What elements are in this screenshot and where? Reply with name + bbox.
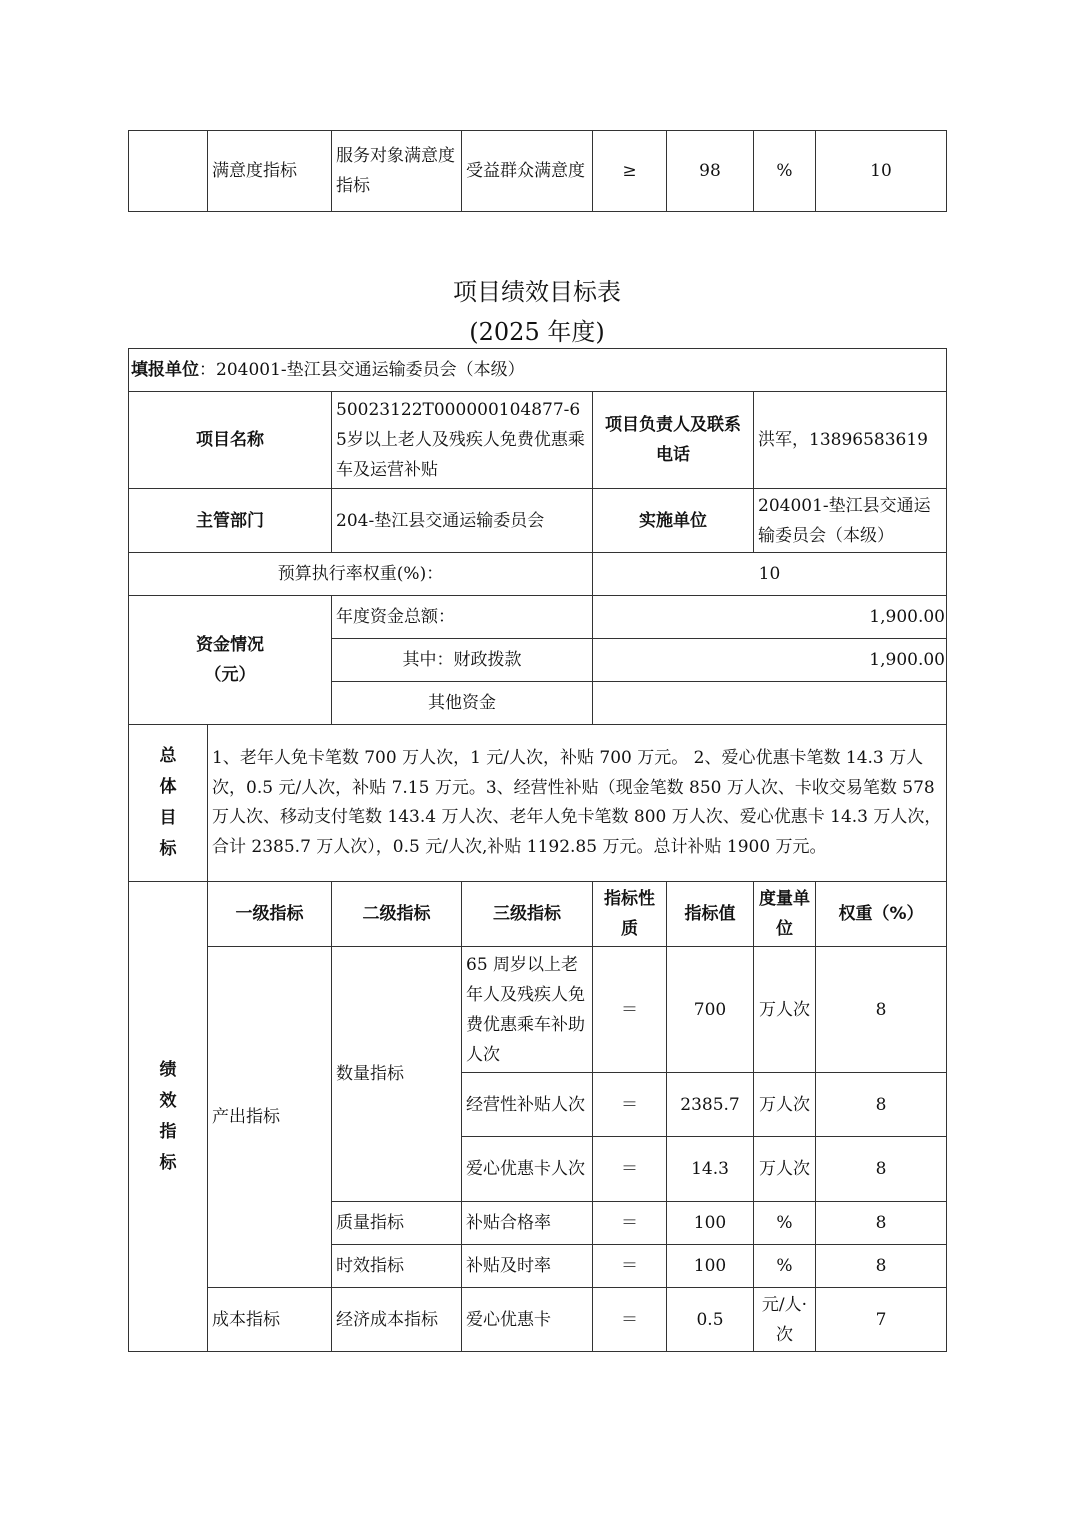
perf-label-char: 指 xyxy=(159,1121,177,1142)
value-cell: 100 xyxy=(667,1245,754,1288)
perf-label-char: 效 xyxy=(159,1090,177,1111)
perf-label-char: 绩 xyxy=(159,1059,177,1080)
header-weight: 权重（%） xyxy=(816,882,947,947)
funds-total-row xyxy=(129,596,947,639)
empty-cell xyxy=(129,131,208,212)
indicator-row xyxy=(129,1288,947,1352)
weight-cell: 8 xyxy=(816,947,947,1073)
funds-label-line1: 资金情况 xyxy=(196,635,264,655)
weight-cell: 8 xyxy=(816,1073,947,1137)
quality-indicator-label: 质量指标 xyxy=(332,1202,462,1245)
nature-cell: ＝ xyxy=(593,1137,667,1202)
nature-cell: ＝ xyxy=(593,1202,667,1245)
value-cell: 14.3 xyxy=(667,1137,754,1202)
unit-cell: 万人次 xyxy=(754,1137,816,1202)
level3-cell: 爱心优惠卡 xyxy=(462,1288,593,1352)
level3-cell: 补贴及时率 xyxy=(462,1245,593,1288)
impl-label: 实施单位 xyxy=(593,489,754,553)
time-indicator-label: 时效指标 xyxy=(332,1245,462,1288)
funds-fiscal-label: 其中：财政拨款 xyxy=(332,639,593,682)
budget-weight-row xyxy=(129,553,947,596)
level2-cell: 服务对象满意度指标 xyxy=(332,131,462,212)
funds-label-line2: （元） xyxy=(204,665,256,685)
overall-goal-text: 1、老年人免卡笔数 700 万人次，1 元/人次，补贴 700 万元。 2、爱心优惠卡笔数 14.3 万人次，0.5 元/人次，补贴 7.15 万元。3、经营性补贴（现金笔数 850 万人次、卡收交易笔数 578 万人次、移动支付笔数 143.4 万人次、老年人免卡笔数 800 万人次、爱心优惠卡 14.3 万人次，合计 2385.7 万人次），0.5 元/人次,补贴 1192.85 万元。总计补贴 1900 万元。 xyxy=(208,725,947,882)
nature-cell: ＝ xyxy=(593,947,667,1073)
level3-cell: 65 周岁以上老年人及残疾人免费优惠乘车补助人次 xyxy=(462,947,593,1073)
page-subtitle: (2025 年度) xyxy=(469,318,605,346)
overall-goal-row xyxy=(129,725,947,882)
weight-cell: 7 xyxy=(816,1288,947,1352)
goal-label-char: 总 xyxy=(159,746,177,766)
level3-cell: 受益群众满意度 xyxy=(462,131,593,212)
funds-label xyxy=(129,596,332,725)
performance-goal-table xyxy=(128,348,947,1352)
project-name-value: 50023122T000000104877-65岁以上老人及残疾人免费优惠乘车及运营补贴 xyxy=(332,392,593,489)
unit-cell: % xyxy=(754,1245,816,1288)
unit-cell: 万人次 xyxy=(754,1073,816,1137)
header-value: 指标值 xyxy=(667,882,754,947)
econ-cost-indicator-label: 经济成本指标 xyxy=(332,1288,462,1352)
header-level2: 二级指标 xyxy=(332,882,462,947)
level3-cell: 补贴合格率 xyxy=(462,1202,593,1245)
weight-cell: 8 xyxy=(816,1137,947,1202)
value-cell: 98 xyxy=(667,131,754,212)
fill-unit-row xyxy=(129,349,947,392)
funds-total-label: 年度资金总额： xyxy=(332,596,593,639)
manager-label: 项目负责人及联系电话 xyxy=(593,392,754,489)
goal-label-char: 标 xyxy=(159,839,177,859)
weight-cell: 8 xyxy=(816,1202,947,1245)
level1-cell: 满意度指标 xyxy=(208,131,332,212)
performance-indicator-label xyxy=(129,882,208,1352)
header-unit: 度量单位 xyxy=(754,882,816,947)
funds-fiscal-value: 1,900.00 xyxy=(593,639,947,682)
cost-indicator-label: 成本指标 xyxy=(208,1288,332,1352)
funds-total-value: 1,900.00 xyxy=(593,596,947,639)
budget-weight-value: 10 xyxy=(593,553,947,596)
quantity-indicator-label: 数量指标 xyxy=(332,947,462,1202)
unit-cell: % xyxy=(754,1202,816,1245)
project-name-row xyxy=(129,392,947,489)
level3-cell: 经营性补贴人次 xyxy=(462,1073,593,1137)
indicator-row xyxy=(129,947,947,1073)
department-row xyxy=(129,489,947,553)
nature-cell: ＝ xyxy=(593,1288,667,1352)
value-cell: 100 xyxy=(667,1202,754,1245)
manager-value: 洪军，13896583619 xyxy=(754,392,947,489)
dept-value: 204-垫江县交通运输委员会 xyxy=(332,489,593,553)
value-cell: 0.5 xyxy=(667,1288,754,1352)
unit-cell: 元/人·次 xyxy=(754,1288,816,1352)
overall-goal-label xyxy=(129,725,208,882)
page-title: 项目绩效目标表 xyxy=(453,278,621,306)
project-name-label: 项目名称 xyxy=(129,392,332,489)
nature-cell: ≥ xyxy=(593,131,667,212)
value-cell: 2385.7 xyxy=(667,1073,754,1137)
unit-cell: % xyxy=(754,131,816,212)
nature-cell: ＝ xyxy=(593,1245,667,1288)
budget-weight-label: 预算执行率权重(%)： xyxy=(129,553,593,596)
satisfaction-row xyxy=(129,131,947,212)
unit-cell: 万人次 xyxy=(754,947,816,1073)
header-level1: 一级指标 xyxy=(208,882,332,947)
indicator-header-row xyxy=(129,882,947,947)
goal-label-char: 体 xyxy=(159,777,177,797)
impl-value: 204001-垫江县交通运输委员会（本级） xyxy=(754,489,947,553)
fill-unit-cell xyxy=(129,349,947,392)
header-level3: 三级指标 xyxy=(462,882,593,947)
weight-cell: 10 xyxy=(816,131,947,212)
previous-table-fragment xyxy=(128,130,947,212)
fill-unit-value: ：204001-垫江县交通运输委员会（本级） xyxy=(199,360,525,380)
dept-label: 主管部门 xyxy=(129,489,332,553)
weight-cell: 8 xyxy=(816,1245,947,1288)
fill-unit-label: 填报单位 xyxy=(131,360,199,380)
level3-cell: 爱心优惠卡人次 xyxy=(462,1137,593,1202)
funds-other-label: 其他资金 xyxy=(332,682,593,725)
goal-label-char: 目 xyxy=(159,808,177,828)
value-cell: 700 xyxy=(667,947,754,1073)
header-nature: 指标性质 xyxy=(593,882,667,947)
perf-label-char: 标 xyxy=(159,1152,177,1173)
output-indicator-label: 产出指标 xyxy=(208,947,332,1288)
funds-other-value xyxy=(593,682,947,725)
nature-cell: ＝ xyxy=(593,1073,667,1137)
